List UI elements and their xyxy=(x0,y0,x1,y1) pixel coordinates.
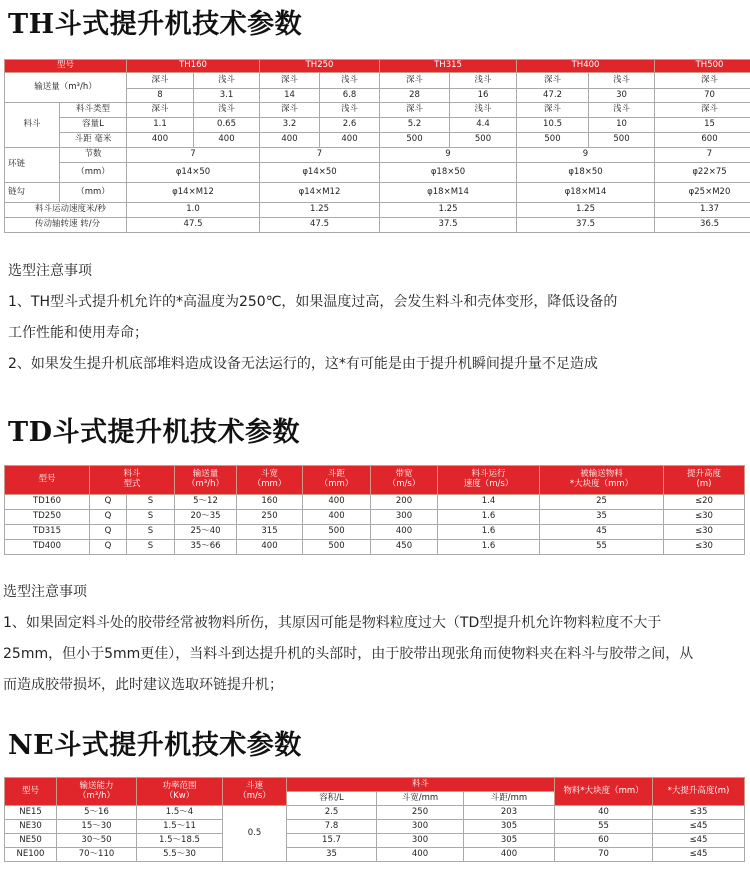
ne-speed-cell: 0.5 xyxy=(223,806,287,862)
th-cell: 16 xyxy=(450,89,517,103)
th-header-model: 型号 xyxy=(5,60,127,73)
td-header-text: 带宽 （m/s） xyxy=(387,469,421,489)
table-row xyxy=(5,510,745,525)
th-speed-label: 料斗运动速度米/秒 xyxy=(5,203,127,218)
td-header-text: 斗距 （mm） xyxy=(319,469,354,489)
ne-header-text: 物料*大块度（mm） xyxy=(563,785,644,796)
th-title: TH斗式提升机技术参数 xyxy=(8,9,303,40)
th-cell: φ18×M14 xyxy=(517,183,655,203)
th-cell: 14 xyxy=(260,89,320,103)
th-notes xyxy=(8,256,742,380)
table-row xyxy=(5,848,745,862)
th-cell: 1.1 xyxy=(127,118,194,133)
td-cell: S xyxy=(127,525,175,540)
ne-cell: NE30 xyxy=(5,820,57,834)
ne-cell: 5～16 xyxy=(57,806,137,820)
ne-header-text: 输送能力 （m³/h） xyxy=(78,780,115,801)
table-row xyxy=(5,525,745,540)
ne-cell: 40 xyxy=(555,806,653,820)
th-cell: φ14×M12 xyxy=(127,183,260,203)
ne-subheader: 斗宽/mm xyxy=(377,792,464,806)
td-header xyxy=(5,466,90,495)
ne-header-text: 型号 xyxy=(21,785,39,796)
th-cell: 深斗 xyxy=(380,103,450,118)
th-cell: 1.25 xyxy=(380,203,517,218)
notes-heading: 选型注意事项 xyxy=(8,263,92,279)
th-capacity-label: 输送量（m³/h） xyxy=(5,73,127,103)
td-cell: 1.6 xyxy=(438,525,540,540)
td-cell: 20～35 xyxy=(175,510,237,525)
table-row xyxy=(5,834,745,848)
td-cell: 25～40 xyxy=(175,525,237,540)
td-header xyxy=(303,466,371,495)
th-chain-mm-label: （mm） xyxy=(60,183,127,203)
ne-cell: 30～50 xyxy=(57,834,137,848)
ne-header xyxy=(223,778,287,806)
td-header-text: 料斗 型式 xyxy=(123,469,141,489)
th-cell: 浅斗 xyxy=(194,73,260,89)
th-cell: 浅斗 xyxy=(194,103,260,118)
th-cell: 400 xyxy=(194,133,260,148)
notes-line: 1、TH型斗式提升机允许的*高温度为250℃，如果温度过高，会发生料斗和壳体变形，降低设备的 xyxy=(8,294,618,310)
ne-cell: ≤35 xyxy=(653,806,745,820)
ne-cell: 35 xyxy=(287,848,377,862)
ne-cell: NE100 xyxy=(5,848,57,862)
th-section-label: 节数 xyxy=(60,148,127,163)
ne-cell: 2.5 xyxy=(287,806,377,820)
th-volume-label: 容量L xyxy=(60,118,127,133)
td-cell: 315 xyxy=(237,525,303,540)
ne-cell: 400 xyxy=(377,848,464,862)
td-cell: 200 xyxy=(371,495,438,510)
ne-header xyxy=(555,778,653,806)
th-cell: 9 xyxy=(517,148,655,163)
ne-header xyxy=(287,778,555,792)
td-header xyxy=(237,466,303,495)
td-header xyxy=(371,466,438,495)
th-cell: φ18×50 xyxy=(380,163,517,183)
ne-cell: 7.8 xyxy=(287,820,377,834)
th-cell: 3.2 xyxy=(260,118,320,133)
th-cell: φ14×50 xyxy=(260,163,380,183)
th-header-th500: TH500 xyxy=(655,60,750,73)
td-cell: TD315 xyxy=(5,525,90,540)
td-cell: 450 xyxy=(371,540,438,555)
table-row xyxy=(5,806,745,820)
th-cell: φ18×M14 xyxy=(380,183,517,203)
th-cell: 3.1 xyxy=(194,89,260,103)
th-cell: 5.2 xyxy=(380,118,450,133)
th-cell: 400 xyxy=(127,133,194,148)
th-header-th400: TH400 xyxy=(517,60,655,73)
td-title: TD斗式提升机技术参数 xyxy=(8,417,301,448)
ne-cell: 203 xyxy=(464,806,555,820)
th-cell: 500 xyxy=(380,133,450,148)
th-ring-mm-label: （mm） xyxy=(60,163,127,183)
td-cell: 35 xyxy=(540,510,664,525)
th-cell: 浅斗 xyxy=(320,73,380,89)
th-cell: 47.5 xyxy=(127,218,260,233)
ne-cell: 250 xyxy=(377,806,464,820)
td-cell: 55 xyxy=(540,540,664,555)
notes-line: 而造成胶带损坏，此时建议选取环链提升机； xyxy=(3,677,283,693)
th-cell: 8 xyxy=(127,89,194,103)
td-header-text: 料斗运行 速度（m/s） xyxy=(463,469,514,489)
table-row xyxy=(5,495,745,510)
ne-header xyxy=(57,778,137,806)
th-cell: 2.6 xyxy=(320,118,380,133)
td-cell: S xyxy=(127,510,175,525)
th-cell: 深斗 xyxy=(655,103,750,118)
th-cell: 深斗 xyxy=(517,73,589,89)
td-cell: S xyxy=(127,540,175,555)
table-row xyxy=(5,820,745,834)
ne-cell: NE15 xyxy=(5,806,57,820)
th-cell: 1.25 xyxy=(517,203,655,218)
ne-cell: 305 xyxy=(464,834,555,848)
th-cell: 37.5 xyxy=(380,218,517,233)
th-header-th315: TH315 xyxy=(380,60,517,73)
th-cell: 37.5 xyxy=(517,218,655,233)
th-chain-label: 链勾 xyxy=(5,183,60,203)
td-header xyxy=(664,466,745,495)
td-cell: ≤20 xyxy=(664,495,745,510)
td-cell: 400 xyxy=(303,510,371,525)
ne-cell: 55 xyxy=(555,820,653,834)
td-header-text: 斗宽 （mm） xyxy=(252,469,287,489)
ne-cell: 5.5～30 xyxy=(137,848,223,862)
th-cell: φ18×50 xyxy=(517,163,655,183)
th-cell: 浅斗 xyxy=(320,103,380,118)
ne-cell: NE50 xyxy=(5,834,57,848)
td-cell: ≤30 xyxy=(664,510,745,525)
ne-header-text: 料斗 xyxy=(412,778,430,789)
th-cell: 1.25 xyxy=(260,203,380,218)
th-cell: 浅斗 xyxy=(589,103,655,118)
ne-header-text: 功率范围 （Kw） xyxy=(162,780,197,801)
td-cell: 45 xyxy=(540,525,664,540)
td-cell: 400 xyxy=(237,540,303,555)
th-rpm-label: 传动轴转速 转/分 xyxy=(5,218,127,233)
td-cell: 35～66 xyxy=(175,540,237,555)
td-cell: 500 xyxy=(303,525,371,540)
th-cell: 500 xyxy=(450,133,517,148)
th-cell: φ22×75 xyxy=(655,163,750,183)
ne-cell: ≤45 xyxy=(653,820,745,834)
ne-header xyxy=(5,778,57,806)
th-cell: 深斗 xyxy=(380,73,450,89)
th-cell: 深斗 xyxy=(260,103,320,118)
th-cell: 400 xyxy=(260,133,320,148)
td-cell: 250 xyxy=(237,510,303,525)
table-row xyxy=(5,540,745,555)
th-cell: 浅斗 xyxy=(450,73,517,89)
th-cell: 10.5 xyxy=(517,118,589,133)
th-cell: 10 xyxy=(589,118,655,133)
ne-cell: 70～110 xyxy=(57,848,137,862)
th-cell: 0.65 xyxy=(194,118,260,133)
th-cell: 7 xyxy=(127,148,260,163)
th-bucket-label: 料斗 xyxy=(5,103,60,148)
ne-subheader: 斗距/mm xyxy=(464,792,555,806)
ne-title: NE斗式提升机技术参数 xyxy=(8,730,302,761)
th-cell: 深斗 xyxy=(655,73,750,89)
th-cell: 6.8 xyxy=(320,89,380,103)
td-header-text: 型号 xyxy=(38,474,56,485)
th-cell: 1.0 xyxy=(127,203,260,218)
td-cell: 1.6 xyxy=(438,540,540,555)
td-cell: 400 xyxy=(303,495,371,510)
th-cell: 深斗 xyxy=(127,103,194,118)
td-header xyxy=(540,466,664,495)
ne-subheader: 容积/L xyxy=(287,792,377,806)
th-cell: 500 xyxy=(517,133,589,148)
th-cell: φ14×50 xyxy=(127,163,260,183)
th-cell: 36.5 xyxy=(655,218,750,233)
td-cell: 1.6 xyxy=(438,510,540,525)
td-cell: TD250 xyxy=(5,510,90,525)
td-cell: Q xyxy=(90,510,127,525)
notes-line: 2、如果发生提升机底部堆料造成设备无法运行的，这*有可能是由于提升机瞬间提升量不足造成 xyxy=(8,356,598,372)
td-cell: ≤30 xyxy=(664,540,745,555)
th-cell: 浅斗 xyxy=(450,103,517,118)
td-header-text: 提升高度 (m) xyxy=(687,469,722,489)
ne-header-text: *大提升高度(m) xyxy=(667,785,730,796)
th-cell: 浅斗 xyxy=(589,73,655,89)
th-ring-label: 环链 xyxy=(5,148,60,183)
ne-cell: 1.5～4 xyxy=(137,806,223,820)
th-cell: 1.37 xyxy=(655,203,750,218)
th-bucket-type-label: 料斗类型 xyxy=(60,103,127,118)
th-cell: φ14×M12 xyxy=(260,183,380,203)
th-cell: 深斗 xyxy=(127,73,194,89)
ne-cell: 300 xyxy=(377,820,464,834)
th-cell: 9 xyxy=(380,148,517,163)
notes-line: 工作性能和使用寿命； xyxy=(8,325,148,341)
td-cell: S xyxy=(127,495,175,510)
th-pitch-label: 斗距 毫米 xyxy=(60,133,127,148)
td-header xyxy=(90,466,175,495)
th-cell: 15 xyxy=(655,118,750,133)
td-cell: Q xyxy=(90,495,127,510)
th-cell: 深斗 xyxy=(260,73,320,89)
notes-line: 1、如果固定料斗处的胶带经常被物料所伤，其原因可能是物料粒度过大（TD型提升机允许物料粒度不大于 xyxy=(3,615,662,631)
ne-cell: 305 xyxy=(464,820,555,834)
td-header xyxy=(175,466,237,495)
th-cell: 30 xyxy=(589,89,655,103)
ne-header xyxy=(653,778,745,806)
ne-cell: 1.5～18.5 xyxy=(137,834,223,848)
td-cell: 300 xyxy=(371,510,438,525)
th-table xyxy=(4,59,750,233)
td-cell: Q xyxy=(90,525,127,540)
td-cell: 500 xyxy=(303,540,371,555)
th-header-th250: TH250 xyxy=(260,60,380,73)
ne-cell: 1.5～11 xyxy=(137,820,223,834)
ne-cell: 15.7 xyxy=(287,834,377,848)
th-cell: 28 xyxy=(380,89,450,103)
ne-cell: ≤45 xyxy=(653,834,745,848)
td-cell: 1.4 xyxy=(438,495,540,510)
td-header-text: 输送量 （m³/h） xyxy=(187,469,224,489)
td-cell: 160 xyxy=(237,495,303,510)
th-cell: 500 xyxy=(589,133,655,148)
td-cell: Q xyxy=(90,540,127,555)
td-header xyxy=(438,466,540,495)
ne-cell: ≤45 xyxy=(653,848,745,862)
ne-cell: 300 xyxy=(377,834,464,848)
notes-line: 25mm，但小于5mm更佳），当料斗到达提升机的头部时，由于胶带出现张角而使物料夹在料斗与胶带之间，从 xyxy=(3,646,694,662)
td-cell: 5～12 xyxy=(175,495,237,510)
ne-cell: 15～30 xyxy=(57,820,137,834)
notes-heading: 选型注意事项 xyxy=(3,584,87,600)
th-cell: 7 xyxy=(655,148,750,163)
ne-cell: 400 xyxy=(464,848,555,862)
ne-cell: 60 xyxy=(555,834,653,848)
th-cell: 600 xyxy=(655,133,750,148)
th-cell: 400 xyxy=(320,133,380,148)
td-header-text: 被输送物料 *大块度（mm） xyxy=(569,469,634,489)
ne-header-text: 斗速 （m/s） xyxy=(238,780,271,801)
td-cell: TD160 xyxy=(5,495,90,510)
th-header-th160: TH160 xyxy=(127,60,260,73)
ne-cell: 70 xyxy=(555,848,653,862)
td-notes xyxy=(3,577,743,701)
th-cell: 70 xyxy=(655,89,750,103)
th-cell: 4.4 xyxy=(450,118,517,133)
td-table xyxy=(4,465,745,555)
td-cell: ≤30 xyxy=(664,525,745,540)
th-cell: 47.2 xyxy=(517,89,589,103)
td-cell: 25 xyxy=(540,495,664,510)
td-cell: 400 xyxy=(371,525,438,540)
ne-header xyxy=(137,778,223,806)
td-cell: TD400 xyxy=(5,540,90,555)
th-cell: 深斗 xyxy=(517,103,589,118)
th-cell: 47.5 xyxy=(260,218,380,233)
th-cell: φ25×M20 xyxy=(655,183,750,203)
ne-table xyxy=(4,777,745,862)
th-cell: 7 xyxy=(260,148,380,163)
